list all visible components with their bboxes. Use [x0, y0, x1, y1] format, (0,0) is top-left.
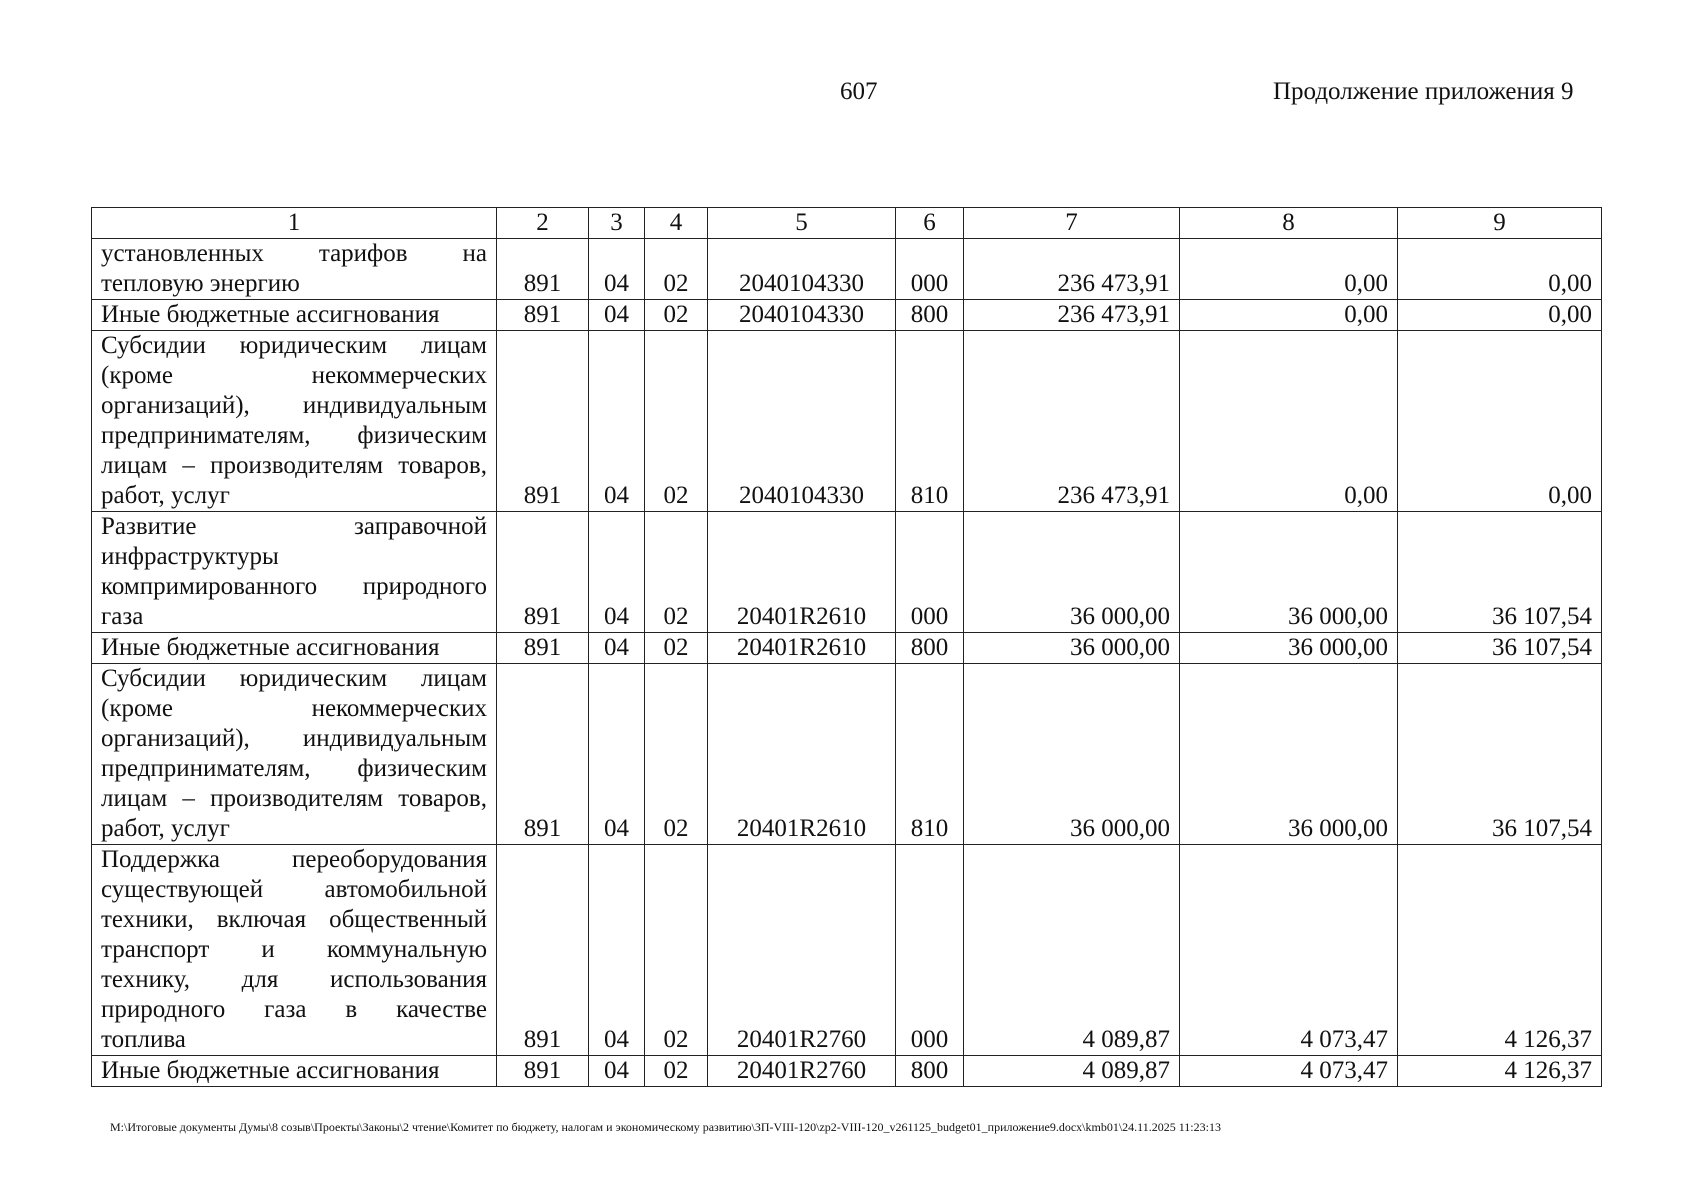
column-number: 9	[1398, 208, 1602, 239]
cell-amount-year-1: 236 473,91	[964, 239, 1180, 300]
cell-section-code: 04	[589, 331, 645, 512]
cell-amount-year-2: 0,00	[1180, 239, 1398, 300]
cell-expense-type-code: 800	[896, 1056, 964, 1087]
column-number: 5	[708, 208, 896, 239]
cell-item-name	[92, 1056, 497, 1087]
column-number: 6	[896, 208, 964, 239]
item-name-line: Субсидии юридическим лицам	[101, 332, 487, 359]
cell-subsection-code: 02	[645, 664, 708, 845]
item-name-line: Субсидии юридическим лицам	[101, 665, 487, 692]
cell-item-name	[92, 633, 497, 664]
cell-item-name	[92, 512, 497, 633]
item-name-line: предпринимателям, физическим	[101, 422, 487, 449]
cell-ministry-code: 891	[497, 512, 589, 633]
item-name-line: Иные бюджетные ассигнования	[101, 634, 440, 661]
item-name-line: лицам – производителям товаров,	[101, 785, 487, 812]
cell-ministry-code: 891	[497, 300, 589, 331]
item-name-line: технику, для использования	[101, 966, 487, 993]
item-name-line: организаций), индивидуальным	[101, 392, 487, 419]
page-number: 607	[840, 78, 878, 105]
table-row	[92, 664, 1602, 845]
cell-section-code: 04	[589, 239, 645, 300]
cell-amount-year-1: 4 089,87	[964, 845, 1180, 1056]
cell-amount-year-3: 0,00	[1398, 300, 1602, 331]
item-name-line: Иные бюджетные ассигнования	[101, 1057, 440, 1084]
table-row	[92, 633, 1602, 664]
table-row	[92, 300, 1602, 331]
cell-ministry-code: 891	[497, 331, 589, 512]
table-row	[92, 331, 1602, 512]
cell-item-name	[92, 300, 497, 331]
item-name-line: лицам – производителям товаров,	[101, 452, 487, 479]
cell-amount-year-3: 36 107,54	[1398, 512, 1602, 633]
cell-expense-type-code: 000	[896, 845, 964, 1056]
budget-table	[91, 207, 1602, 1087]
cell-amount-year-1: 236 473,91	[964, 300, 1180, 331]
cell-amount-year-2: 36 000,00	[1180, 633, 1398, 664]
cell-target-article-code: 2040104330	[708, 331, 896, 512]
item-name-line: Поддержка переоборудования	[101, 846, 487, 873]
item-name-line: техники, включая общественный	[101, 906, 487, 933]
cell-amount-year-1: 36 000,00	[964, 664, 1180, 845]
cell-target-article-code: 20401R2610	[708, 633, 896, 664]
cell-item-name	[92, 845, 497, 1056]
cell-ministry-code: 891	[497, 664, 589, 845]
cell-amount-year-1: 4 089,87	[964, 1056, 1180, 1087]
cell-subsection-code: 02	[645, 300, 708, 331]
cell-amount-year-1: 36 000,00	[964, 512, 1180, 633]
item-name-line: природного газа в качестве	[101, 996, 487, 1023]
item-name-line: организаций), индивидуальным	[101, 725, 487, 752]
item-name-line: (кроме некоммерческих	[101, 695, 487, 722]
cell-amount-year-3: 36 107,54	[1398, 633, 1602, 664]
cell-subsection-code: 02	[645, 512, 708, 633]
cell-section-code: 04	[589, 664, 645, 845]
cell-section-code: 04	[589, 1056, 645, 1087]
cell-amount-year-2: 4 073,47	[1180, 845, 1398, 1056]
cell-amount-year-3: 36 107,54	[1398, 664, 1602, 845]
cell-item-name	[92, 664, 497, 845]
cell-subsection-code: 02	[645, 633, 708, 664]
cell-amount-year-2: 0,00	[1180, 331, 1398, 512]
item-name-line: тепловую энергию	[101, 270, 300, 297]
cell-amount-year-2: 0,00	[1180, 300, 1398, 331]
column-number: 2	[497, 208, 589, 239]
cell-subsection-code: 02	[645, 239, 708, 300]
column-number: 7	[964, 208, 1180, 239]
cell-ministry-code: 891	[497, 633, 589, 664]
item-name-line: транспорт и коммунальную	[101, 936, 487, 963]
cell-expense-type-code: 800	[896, 300, 964, 331]
appendix-continuation-title: Продолжение приложения 9	[1273, 78, 1574, 105]
cell-ministry-code: 891	[497, 239, 589, 300]
budget-table-body	[92, 208, 1602, 1087]
cell-amount-year-2: 36 000,00	[1180, 512, 1398, 633]
cell-target-article-code: 20401R2760	[708, 1056, 896, 1087]
cell-ministry-code: 891	[497, 845, 589, 1056]
cell-expense-type-code: 000	[896, 239, 964, 300]
cell-subsection-code: 02	[645, 1056, 708, 1087]
document-file-path: M:\Итоговые документы Думы\8 созыв\Проекты\Законы\2 чтение\Комитет по бюджету, налогам и экономическому развитию\ЗП-VIII-120\zp2-VIII-120_v261125_budget01_приложение9.docx\kmb01\24.11.2025 11:23:13	[110, 1120, 1221, 1134]
cell-target-article-code: 20401R2610	[708, 664, 896, 845]
item-name-line: (кроме некоммерческих	[101, 362, 487, 389]
table-row	[92, 239, 1602, 300]
item-name-line: Иные бюджетные ассигнования	[101, 301, 440, 328]
cell-expense-type-code: 000	[896, 512, 964, 633]
cell-section-code: 04	[589, 633, 645, 664]
item-name-line: предпринимателям, физическим	[101, 755, 487, 782]
item-name-line: работ, услуг	[101, 815, 230, 842]
item-name-line: топлива	[101, 1026, 186, 1053]
cell-section-code: 04	[589, 512, 645, 633]
cell-target-article-code: 20401R2610	[708, 512, 896, 633]
column-number-row	[92, 208, 1602, 239]
cell-amount-year-1: 36 000,00	[964, 633, 1180, 664]
cell-amount-year-2: 36 000,00	[1180, 664, 1398, 845]
cell-subsection-code: 02	[645, 845, 708, 1056]
item-name-line: работ, услуг	[101, 482, 230, 509]
cell-expense-type-code: 810	[896, 664, 964, 845]
cell-subsection-code: 02	[645, 331, 708, 512]
cell-section-code: 04	[589, 300, 645, 331]
item-name-line: установленных тарифов на	[101, 240, 487, 267]
cell-expense-type-code: 810	[896, 331, 964, 512]
cell-amount-year-1: 236 473,91	[964, 331, 1180, 512]
cell-amount-year-3: 0,00	[1398, 331, 1602, 512]
cell-expense-type-code: 800	[896, 633, 964, 664]
cell-amount-year-2: 4 073,47	[1180, 1056, 1398, 1087]
item-name-line: компримированного природного	[101, 573, 487, 600]
column-number: 1	[92, 208, 497, 239]
cell-ministry-code: 891	[497, 1056, 589, 1087]
cell-item-name	[92, 239, 497, 300]
cell-target-article-code: 2040104330	[708, 239, 896, 300]
item-name-line: газа	[101, 603, 144, 630]
cell-amount-year-3: 4 126,37	[1398, 845, 1602, 1056]
column-number: 8	[1180, 208, 1398, 239]
cell-target-article-code: 20401R2760	[708, 845, 896, 1056]
cell-section-code: 04	[589, 845, 645, 1056]
item-name-line: инфраструктуры	[101, 543, 279, 570]
table-row	[92, 845, 1602, 1056]
item-name-line: существующей автомобильной	[101, 876, 487, 903]
table-row	[92, 512, 1602, 633]
item-name-line: Развитие заправочной	[101, 513, 487, 540]
cell-target-article-code: 2040104330	[708, 300, 896, 331]
cell-amount-year-3: 0,00	[1398, 239, 1602, 300]
column-number: 4	[645, 208, 708, 239]
cell-amount-year-3: 4 126,37	[1398, 1056, 1602, 1087]
table-row	[92, 1056, 1602, 1087]
column-number: 3	[589, 208, 645, 239]
cell-item-name	[92, 331, 497, 512]
